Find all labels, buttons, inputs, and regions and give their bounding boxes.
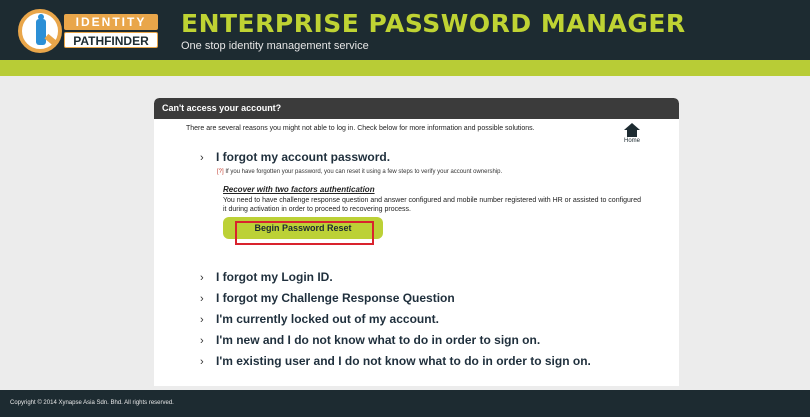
app-tagline: One stop identity management service	[181, 40, 369, 52]
option-locked-out[interactable]	[200, 312, 439, 326]
panel-title: Can't access your account?	[154, 98, 679, 119]
chevron-right-icon: ›	[200, 152, 204, 164]
logo-bottom-text: PATHFINDER	[64, 32, 158, 48]
chevron-right-icon: ›	[200, 314, 204, 326]
panel-intro-text: There are several reasons you might not able to log in. Check below for more information and possible solutions.	[186, 125, 535, 132]
identity-pathfinder-logo	[18, 9, 160, 53]
option-forgot-challenge-question[interactable]	[200, 291, 455, 305]
footer-copyright: Copyright © 2014 Xynapse Asia Sdn. Bhd. All rights reserved.	[0, 390, 810, 417]
option-label: I'm new and I do not know what to do in order to sign on.	[216, 333, 541, 347]
app-title: ENTERPRISE PASSWORD MANAGER	[181, 9, 686, 38]
logo-emblem-icon	[18, 9, 62, 53]
help-text: If you have forgotten your password, you can reset it using a few steps to verify your account ownership.	[223, 169, 503, 175]
option-label: I forgot my Challenge Response Question	[216, 291, 455, 305]
option-label: I'm existing user and I do not know what to do in order to sign on.	[216, 354, 591, 368]
accent-band	[0, 60, 810, 76]
chevron-right-icon: ›	[200, 356, 204, 368]
recover-two-factor-link[interactable]: Recover with two factors authentication	[223, 185, 375, 194]
option-existing-user[interactable]	[200, 354, 591, 368]
logo-top-text: IDENTITY	[64, 14, 158, 30]
home-label: Home	[623, 138, 640, 144]
option-forgot-login-id[interactable]	[200, 270, 333, 284]
help-icon[interactable]: [?]	[217, 169, 224, 175]
chevron-right-icon: ›	[200, 293, 204, 305]
option-label: I forgot my account password.	[216, 150, 391, 164]
account-help-panel	[154, 98, 679, 386]
option-forgot-password[interactable]	[200, 150, 390, 164]
chevron-right-icon: ›	[200, 335, 204, 347]
recover-description: You need to have challenge response question and answer configured and mobile number registered with HR or assisted to configured it during activation in order to proceed to recovering process.	[223, 197, 641, 213]
begin-password-reset-button[interactable]: Begin Password Reset	[223, 217, 383, 239]
header-bar	[0, 0, 810, 60]
home-icon	[621, 123, 643, 137]
chevron-right-icon: ›	[200, 272, 204, 284]
option-label: I'm currently locked out of my account.	[216, 312, 439, 326]
forgot-password-help	[217, 169, 502, 175]
option-label: I forgot my Login ID.	[216, 270, 333, 284]
option-new-user[interactable]	[200, 333, 540, 347]
home-link[interactable]	[621, 123, 643, 144]
